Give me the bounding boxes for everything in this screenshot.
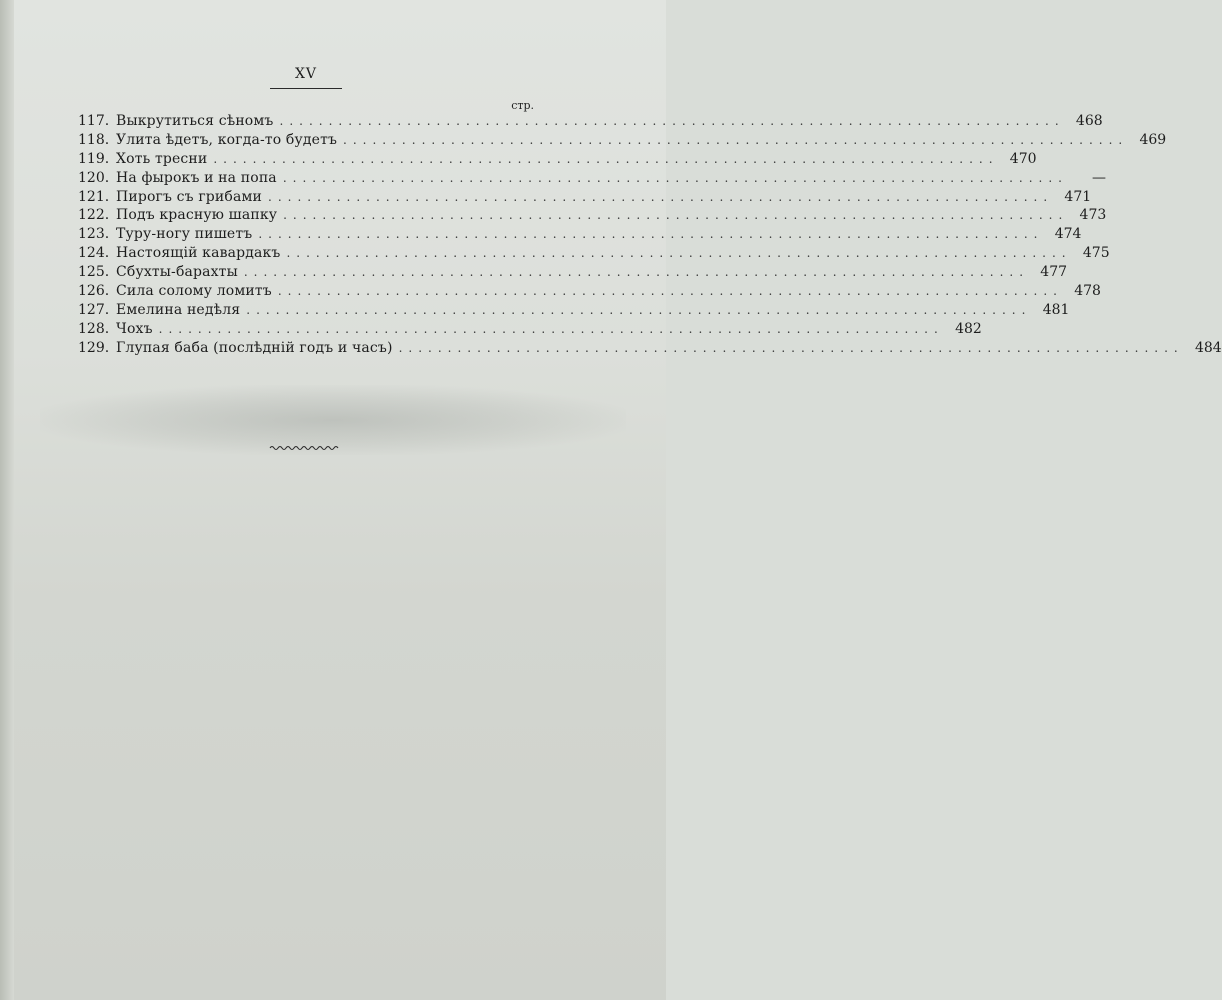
dot-leader: ................................................................................ — [243, 265, 1030, 280]
toc-entry-number: 120. — [78, 169, 110, 186]
page-number-header: XV — [294, 66, 318, 82]
toc-entry-number: 122. — [78, 207, 110, 224]
header-rule — [270, 88, 342, 89]
toc-entry-page: 471 — [1064, 188, 1092, 205]
toc-entry-title: Пирогъ съ грибами — [116, 188, 262, 205]
toc-entry-number: 129. — [78, 339, 110, 356]
toc-entry-number: 125. — [78, 264, 110, 281]
toc-entry-title: Сбухты-барахты — [116, 264, 238, 281]
dot-leader: ................................................................................ — [158, 321, 944, 336]
toc-entry-title: Выкрутиться сѣномъ — [116, 113, 274, 129]
dot-leader: ................................................................................ — [258, 227, 1044, 242]
toc-entry-number: 121. — [78, 188, 110, 205]
toc-entry — [78, 244, 1110, 263]
toc-entry-page: 481 — [1042, 301, 1070, 318]
toc-entry-title: Емелина недѣля — [116, 301, 241, 318]
toc-entry — [78, 206, 1107, 225]
toc-entry-title: На фырокъ и на попа — [116, 169, 277, 186]
toc-entry-page: 477 — [1040, 264, 1068, 281]
toc-entry-page: 475 — [1082, 245, 1110, 262]
dot-leader: ................................................................................ — [246, 302, 1032, 317]
toc-entry — [78, 320, 982, 339]
toc-entry-number: 128. — [78, 320, 110, 337]
page-spine-shadow — [0, 0, 14, 1000]
toc-entry-title: Туру-ногу пишетъ — [116, 226, 253, 243]
toc-entry — [78, 263, 1068, 282]
toc-entry-page: 474 — [1054, 226, 1082, 243]
dot-leader: ................................................................................ — [343, 132, 1129, 147]
toc-entry-number: 126. — [78, 283, 110, 300]
dot-leader: ................................................................................ — [277, 284, 1063, 299]
dot-leader: ................................................................................ — [279, 114, 1065, 128]
page-column-label: стр. — [511, 99, 534, 112]
toc-entry — [78, 150, 1037, 169]
toc-entry-number: 123. — [78, 226, 110, 243]
toc-entry — [78, 225, 1082, 244]
toc-entry-page: 478 — [1074, 283, 1101, 300]
toc-entry-title: Чохъ — [116, 320, 153, 337]
dot-leader: ................................................................................ — [213, 151, 999, 166]
toc-entry-title: Настоящій кавардакъ — [116, 245, 281, 262]
dot-leader: ................................................................................ — [398, 340, 1184, 355]
toc-entry-page: 470 — [1009, 150, 1037, 167]
toc-entry-title: Глупая баба (послѣдній годъ и часъ) — [116, 339, 393, 356]
toc-entry-title: Подъ красную шапку — [116, 207, 278, 224]
dot-leader: ................................................................................ — [268, 189, 1054, 204]
dot-leader: ................................................................................ — [286, 246, 1072, 261]
toc-entry — [78, 282, 1101, 301]
toc-entry-page: 482 — [955, 320, 982, 337]
toc-entry-page: 468 — [1075, 113, 1103, 129]
toc-entry — [78, 339, 1222, 358]
toc-entry — [78, 131, 1167, 150]
toc-entry-title: Улита ѣдетъ, когда-то будетъ — [116, 131, 338, 148]
wavy-line-ornament-icon — [270, 443, 338, 453]
toc-entry-number: 124. — [78, 245, 110, 262]
toc-entry-number: 127. — [78, 301, 110, 318]
toc-entry-page: — — [1091, 169, 1106, 186]
table-of-contents — [78, 112, 1222, 358]
toc-entry-page: 473 — [1079, 207, 1107, 224]
dot-leader: ................................................................................ — [282, 170, 1068, 185]
toc-entry-page: 469 — [1139, 131, 1167, 148]
toc-entry-title: Хоть тресни — [116, 150, 208, 167]
toc-entry — [78, 301, 1070, 320]
toc-entry-number: 118. — [78, 131, 110, 148]
toc-entry — [78, 169, 1106, 188]
toc-entry-number: 119. — [78, 150, 110, 167]
toc-entry-number: 117. — [78, 113, 110, 129]
toc-entry-page: 484 — [1194, 339, 1222, 356]
toc-entry-title: Сила солому ломитъ — [116, 283, 272, 300]
dot-leader: ................................................................................ — [283, 208, 1069, 223]
toc-entry — [78, 112, 1103, 131]
toc-entry — [78, 188, 1092, 207]
